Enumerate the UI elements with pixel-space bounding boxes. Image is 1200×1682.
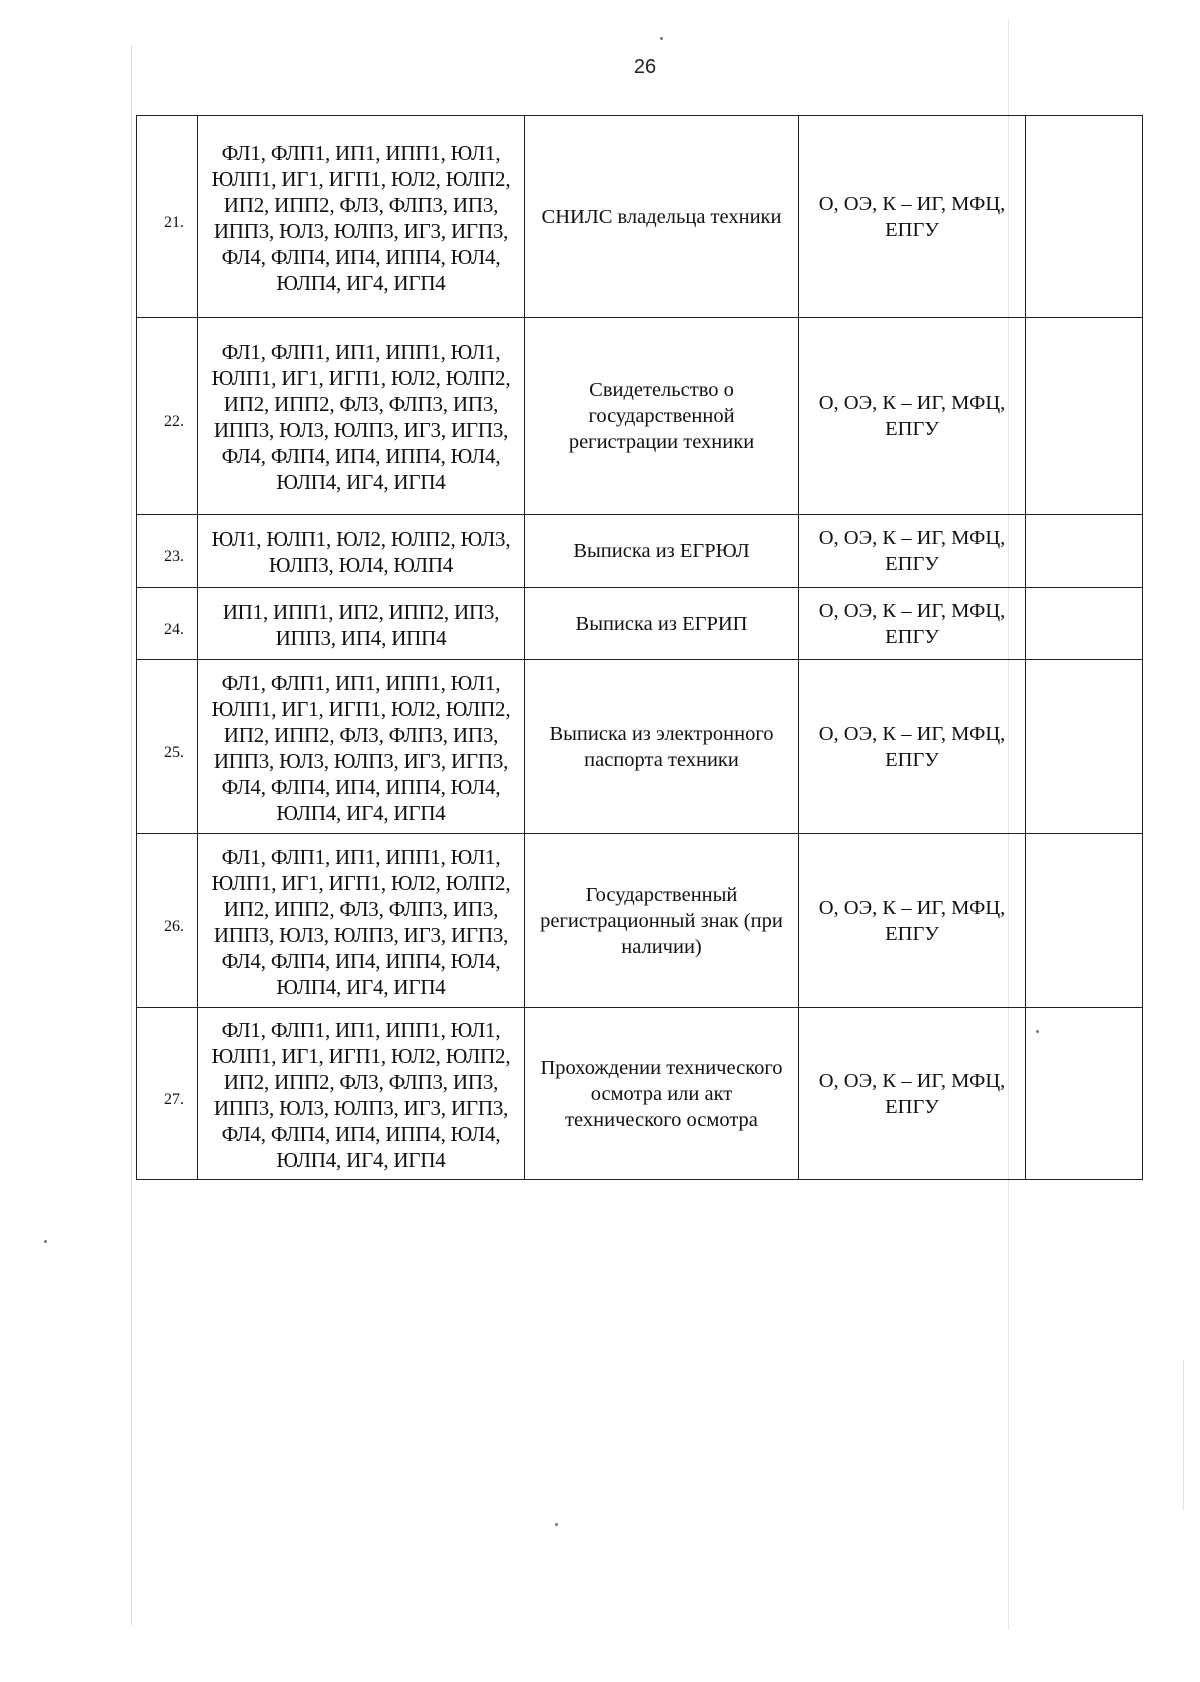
submission-method: О, ОЭ, К – ИГ, МФЦ, ЕПГУ (799, 588, 1026, 660)
document-name: Выписка из ЕГРЮЛ (525, 515, 799, 588)
table-row (137, 588, 1143, 660)
applicant-categories: ФЛ1, ФЛП1, ИП1, ИПП1, ЮЛ1, ЮЛП1, ИГ1, ИГП1, ЮЛ2, ЮЛП2, ИП2, ИПП2, ФЛ3, ФЛП3, ИП3, ИПП3, ЮЛ3, ЮЛП3, ИГ3, ИГП3, ФЛ4, ФЛП4, ИП4, ИПП4, ЮЛ4, ЮЛП4, ИГ4, ИГП4 (198, 660, 525, 834)
document-name: Прохождении технического осмотра или акт технического осмотра (525, 1008, 799, 1180)
table-row (137, 116, 1143, 318)
submission-method: О, ОЭ, К – ИГ, МФЦ, ЕПГУ (799, 1008, 1026, 1180)
submission-method: О, ОЭ, К – ИГ, МФЦ, ЕПГУ (799, 660, 1026, 834)
table-row (137, 318, 1143, 515)
row-number: 22. (137, 318, 198, 515)
empty-cell (1026, 318, 1143, 515)
applicant-categories: ЮЛ1, ЮЛП1, ЮЛ2, ЮЛП2, ЮЛ3, ЮЛП3, ЮЛ4, ЮЛП4 (198, 515, 525, 588)
submission-method: О, ОЭ, К – ИГ, МФЦ, ЕПГУ (799, 834, 1026, 1008)
table-row (137, 1008, 1143, 1180)
document-name: Государственный регистрационный знак (при наличии) (525, 834, 799, 1008)
table-row (137, 515, 1143, 588)
scan-speck (555, 1523, 558, 1526)
empty-cell (1026, 116, 1143, 318)
empty-cell (1026, 515, 1143, 588)
applicant-categories: ИП1, ИПП1, ИП2, ИПП2, ИП3, ИПП3, ИП4, ИПП4 (198, 588, 525, 660)
applicant-categories: ФЛ1, ФЛП1, ИП1, ИПП1, ЮЛ1, ЮЛП1, ИГ1, ИГП1, ЮЛ2, ЮЛП2, ИП2, ИПП2, ФЛ3, ФЛП3, ИП3, ИПП3, ЮЛ3, ЮЛП3, ИГ3, ИГП3, ФЛ4, ФЛП4, ИП4, ИПП4, ЮЛ4, ЮЛП4, ИГ4, ИГП4 (198, 318, 525, 515)
empty-cell (1026, 1008, 1143, 1180)
row-number: 26. (137, 834, 198, 1008)
submission-method: О, ОЭ, К – ИГ, МФЦ, ЕПГУ (799, 515, 1026, 588)
row-number: 25. (137, 660, 198, 834)
applicant-categories: ФЛ1, ФЛП1, ИП1, ИПП1, ЮЛ1, ЮЛП1, ИГ1, ИГП1, ЮЛ2, ЮЛП2, ИП2, ИПП2, ФЛ3, ФЛП3, ИП3, ИПП3, ЮЛ3, ЮЛП3, ИГ3, ИГП3, ФЛ4, ФЛП4, ИП4, ИПП4, ЮЛ4, ЮЛП4, ИГ4, ИГП4 (198, 834, 525, 1008)
document-name: Выписка из электронного паспорта техники (525, 660, 799, 834)
applicant-categories: ФЛ1, ФЛП1, ИП1, ИПП1, ЮЛ1, ЮЛП1, ИГ1, ИГП1, ЮЛ2, ЮЛП2, ИП2, ИПП2, ФЛ3, ФЛП3, ИП3, ИПП3, ЮЛ3, ЮЛП3, ИГ3, ИГП3, ФЛ4, ФЛП4, ИП4, ИПП4, ЮЛ4, ЮЛП4, ИГ4, ИГП4 (198, 116, 525, 318)
submission-method: О, ОЭ, К – ИГ, МФЦ, ЕПГУ (799, 116, 1026, 318)
empty-cell (1026, 834, 1143, 1008)
scan-border-left (131, 45, 132, 1625)
row-number: 23. (137, 515, 198, 588)
empty-cell (1026, 660, 1143, 834)
page-number: 26 (633, 56, 657, 78)
row-number: 24. (137, 588, 198, 660)
document-name: Выписка из ЕГРИП (525, 588, 799, 660)
row-number: 21. (137, 116, 198, 318)
row-number: 27. (137, 1008, 198, 1180)
document-name: Свидетельство о государственной регистрации техники (525, 318, 799, 515)
applicant-categories: ФЛ1, ФЛП1, ИП1, ИПП1, ЮЛ1, ЮЛП1, ИГ1, ИГП1, ЮЛ2, ЮЛП2, ИП2, ИПП2, ФЛ3, ФЛП3, ИП3, ИПП3, ЮЛ3, ЮЛП3, ИГ3, ИГП3, ФЛ4, ФЛП4, ИП4, ИПП4, ЮЛ4, ЮЛП4, ИГ4, ИГП4 (198, 1008, 525, 1180)
scan-border-right-lower (1183, 1360, 1184, 1510)
document-name: СНИЛС владельца техники (525, 116, 799, 318)
empty-cell (1026, 588, 1143, 660)
submission-method: О, ОЭ, К – ИГ, МФЦ, ЕПГУ (799, 318, 1026, 515)
scan-speck (44, 1240, 47, 1243)
table-row (137, 834, 1143, 1008)
table-row (137, 660, 1143, 834)
scan-speck (660, 37, 663, 40)
documents-table (136, 115, 1143, 1180)
